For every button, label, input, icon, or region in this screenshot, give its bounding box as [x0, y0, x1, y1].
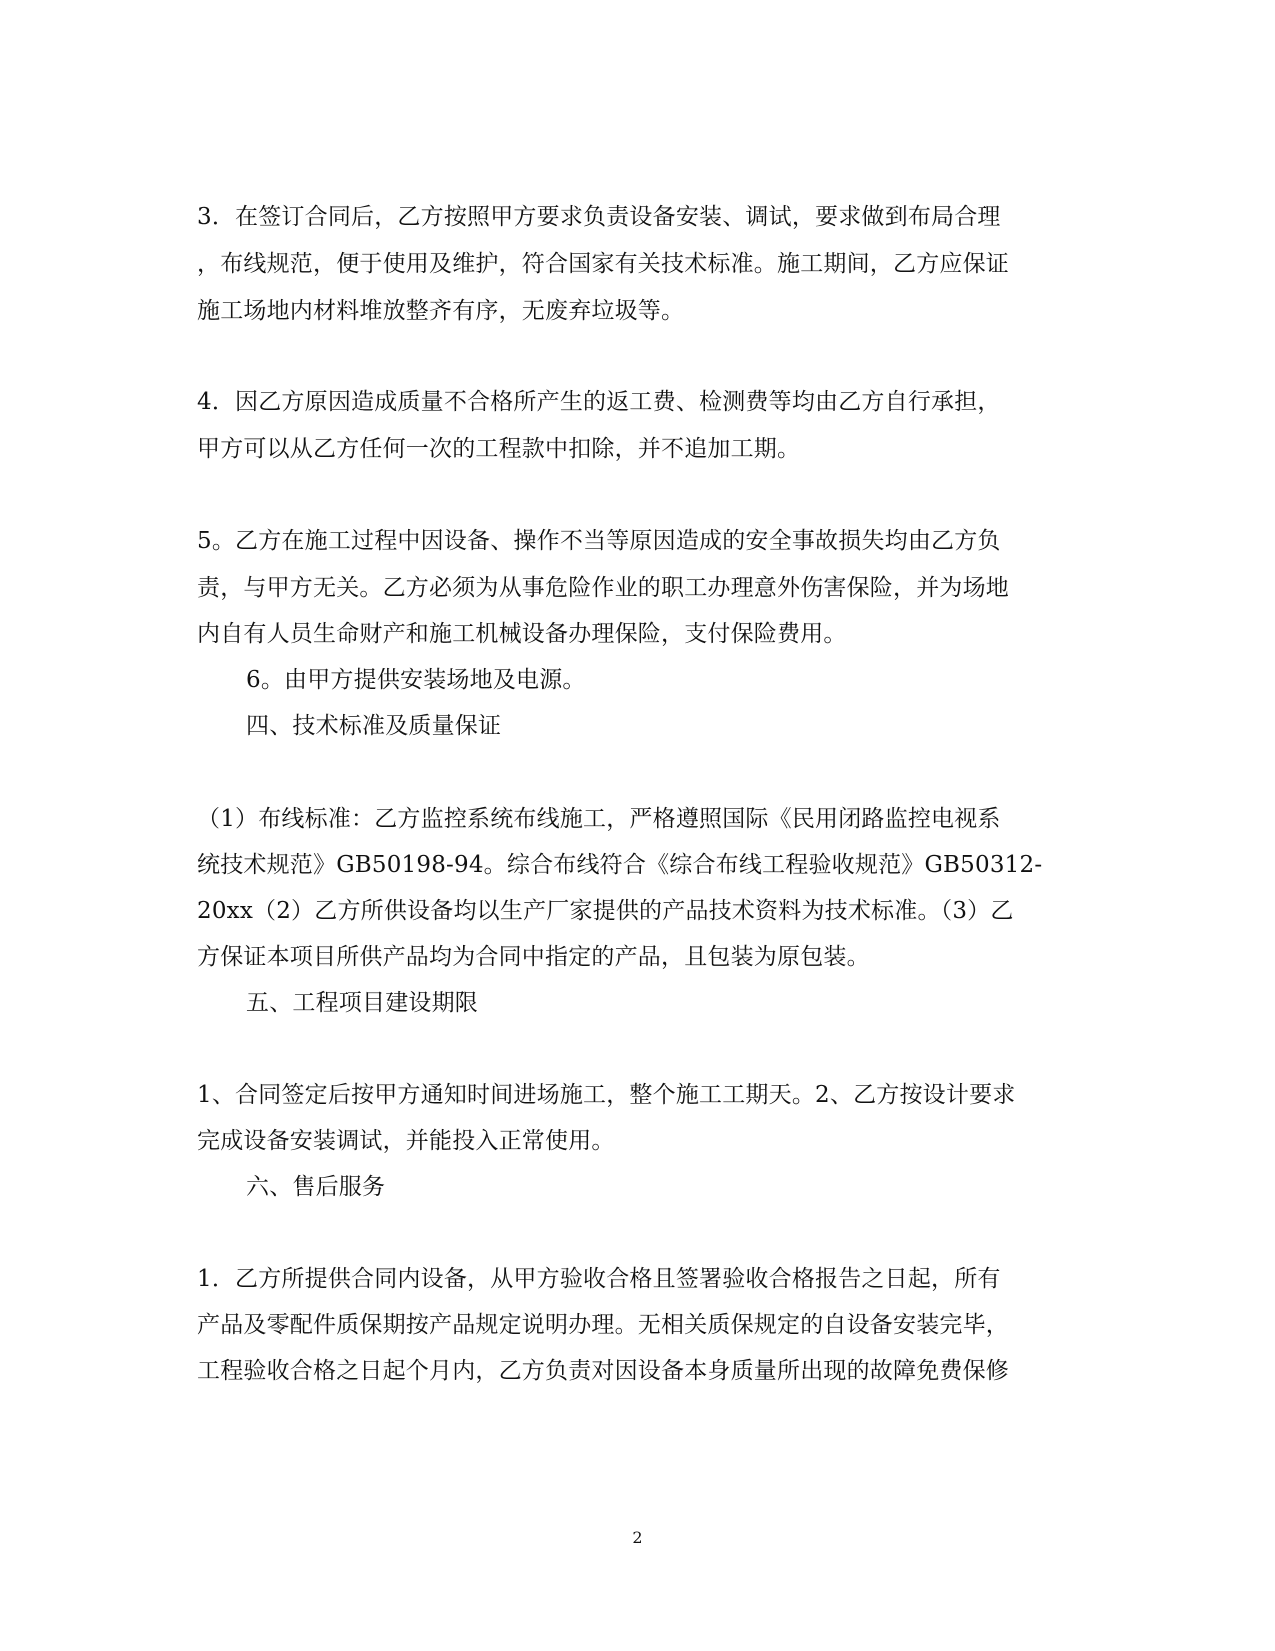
clause-5-line-1: 5。乙方在施工过程中因设备、操作不当等原因造成的安全事故损失均由乙方负 [197, 528, 1001, 554]
standard-line-4: 方保证本项目所供产品均为合同中指定的产品，且包装为原包装。 [197, 944, 870, 970]
service-line-2: 产品及零配件质保期按产品规定说明办理。无相关质保规定的自设备安装完毕， [197, 1312, 1009, 1338]
schedule-line-2: 完成设备安装调试，并能投入正常使用。 [197, 1128, 615, 1154]
clause-3-line-1: 3．在签订合同后，乙方按照甲方要求负责设备安装、调试，要求做到布局合理 [197, 204, 1001, 230]
clause-3-line-2: ，布线规范，便于使用及维护，符合国家有关技术标准。施工期间，乙方应保证 [197, 251, 1009, 277]
page-number: 2 [632, 1528, 643, 1547]
clause-4-line-2: 甲方可以从乙方任何一次的工程款中扣除，并不追加工期。 [197, 436, 801, 462]
section-4-heading: 四、技术标准及质量保证 [246, 713, 502, 739]
clause-5-line-2: 责，与甲方无关。乙方必须为从事危险作业的职工办理意外伤害保险，并为场地 [197, 575, 1009, 601]
standard-line-3: 20xx（2）乙方所供设备均以生产厂家提供的产品技术资料为技术标准。（3）乙 [197, 898, 1014, 924]
clause-4-line-1: 4．因乙方原因造成质量不合格所产生的返工费、检测费等均由乙方自行承担， [197, 389, 1001, 415]
clause-6: 6。由甲方提供安装场地及电源。 [246, 667, 586, 693]
service-line-1: 1．乙方所提供合同内设备，从甲方验收合格且签署验收合格报告之日起，所有 [197, 1266, 1001, 1292]
service-line-3: 工程验收合格之日起个月内，乙方负责对因设备本身质量所出现的故障免费保修 [197, 1358, 1009, 1384]
schedule-line-1: 1、合同签定后按甲方通知时间进场施工，整个施工工期天。2、乙方按设计要求 [197, 1082, 1016, 1108]
standard-line-1: （1）布线标准：乙方监控系统布线施工，严格遵照国际《民用闭路监控电视系 [197, 806, 1001, 832]
section-5-heading: 五、工程项目建设期限 [246, 990, 478, 1016]
clause-3-line-3: 施工场地内材料堆放整齐有序，无废弃垃圾等。 [197, 298, 685, 324]
section-6-heading: 六、售后服务 [246, 1174, 386, 1200]
standard-line-2: 统技术规范》GB50198-94。综合布线符合《综合布线工程验收规范》GB50312- [197, 852, 1043, 878]
clause-5-line-3: 内自有人员生命财产和施工机械设备办理保险，支付保险费用。 [197, 621, 847, 647]
